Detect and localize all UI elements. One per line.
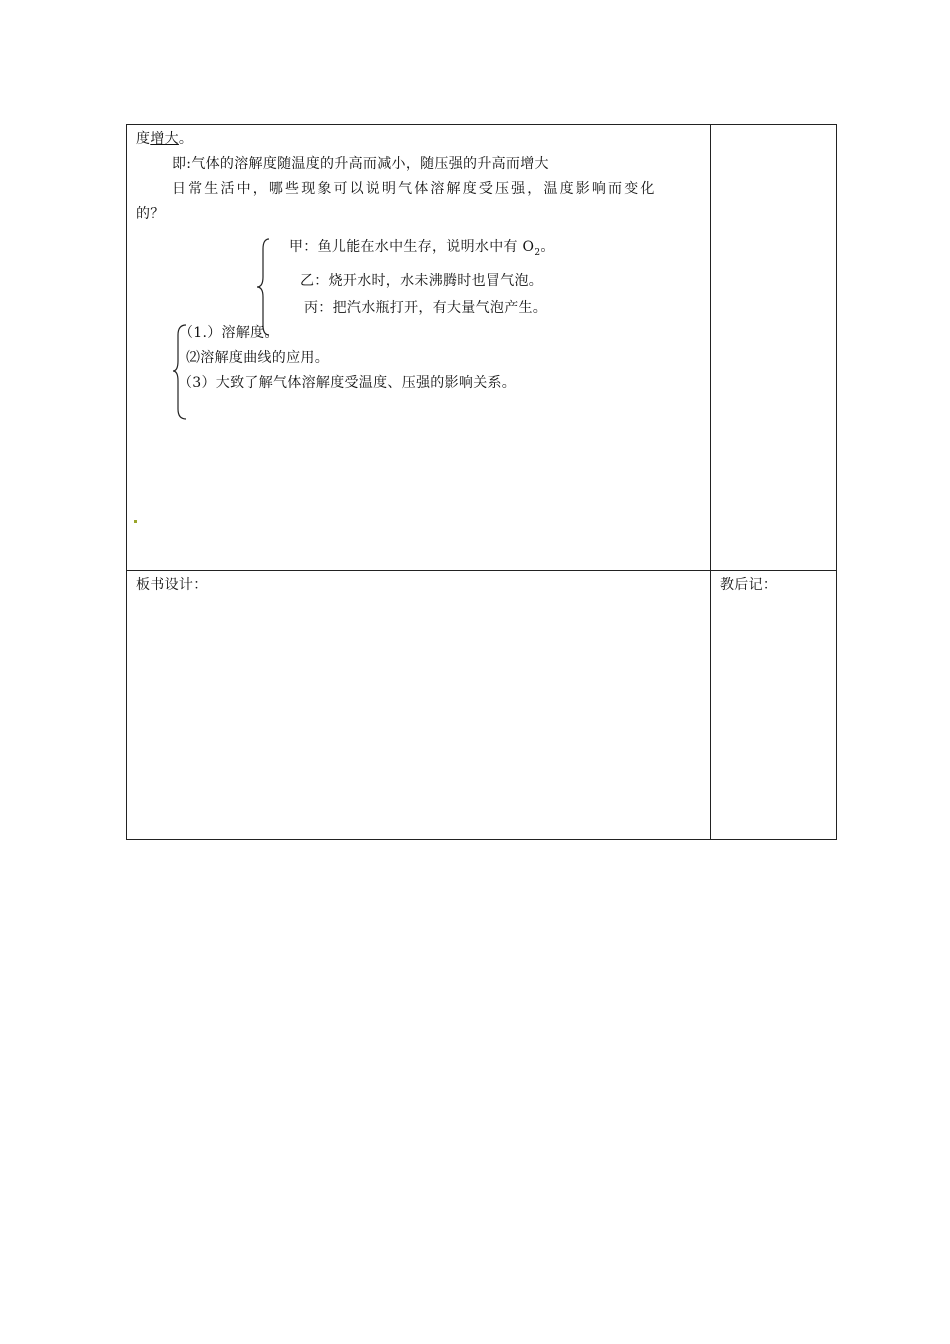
example-jia-subscript: 2 <box>534 247 541 258</box>
post-lesson-notes-label: 教后记： <box>720 577 778 593</box>
text-line-1 <box>136 130 193 148</box>
line1-underlined: 增大 <box>150 131 179 147</box>
example-yi: 乙：烧开水时，水未沸腾时也冒气泡。 <box>300 273 544 289</box>
line1-suffix: 。 <box>178 131 194 147</box>
objective-3: （3）大致了解气体溶解度受温度、压强的影响关系。 <box>178 375 517 391</box>
example-jia-text: 甲：鱼儿能在水中生存，说明水中有 O <box>289 239 535 255</box>
text-line-3: 日常生活中，哪些现象可以说明气体溶解度受压强，温度影响而变化 <box>172 181 657 197</box>
examples-brace <box>255 237 271 337</box>
example-jia <box>289 238 555 262</box>
row-divider <box>127 570 836 571</box>
objective-1: （1.）溶解度。 <box>179 325 279 341</box>
board-design-label: 板书设计： <box>136 577 208 593</box>
lesson-table <box>126 124 837 840</box>
example-bing: 丙：把汽水瓶打开，有大量气泡产生。 <box>304 300 548 316</box>
example-jia-suffix: 。 <box>540 239 555 255</box>
objective-2: ⑵溶解度曲线的应用。 <box>186 350 329 366</box>
column-divider <box>710 125 711 839</box>
text-line-4: 的？ <box>136 206 165 222</box>
line1-prefix: 度 <box>136 131 151 147</box>
stray-dot <box>134 520 137 523</box>
text-line-2: 即:气体的溶解度随温度的升高而减小，随压强的升高而增大 <box>172 156 549 172</box>
